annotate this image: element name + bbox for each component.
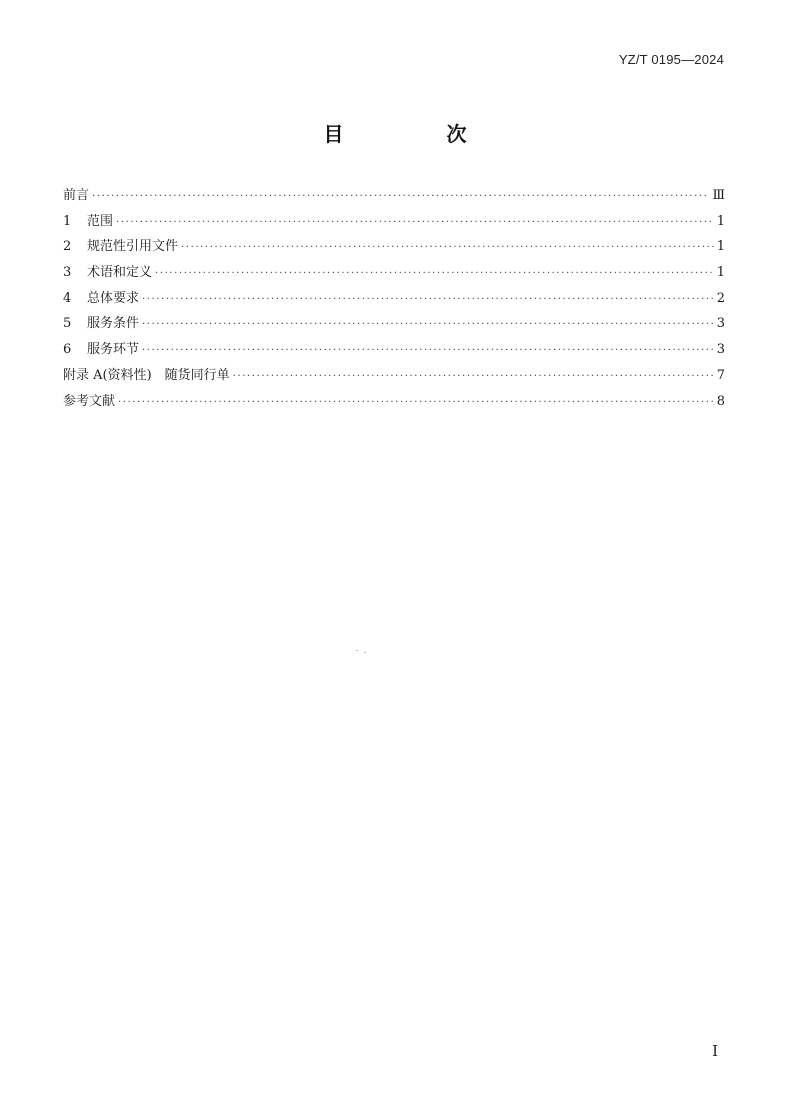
toc-entry-page: 1 — [716, 239, 725, 255]
toc-entry-number: 6 — [63, 342, 72, 358]
toc-leader-dots — [142, 290, 714, 310]
toc-entry-label: 参考文献 — [63, 393, 116, 409]
toc-entry-number: 3 — [63, 265, 72, 281]
toc-entry-service-conditions[interactable] — [63, 314, 725, 340]
toc-leader-dots — [233, 367, 714, 387]
toc-entry-label: 附录 A(资料性) 随货同行单 — [63, 367, 230, 383]
toc-entry-number: 5 — [63, 316, 72, 332]
scan-speck — [356, 650, 358, 651]
toc-entry-label: 范围 — [87, 213, 114, 229]
toc-entry-number: 2 — [63, 239, 72, 255]
toc-leader-dots — [142, 341, 714, 361]
toc-leader-dots — [118, 393, 714, 413]
toc-entry-number: 1 — [63, 213, 72, 229]
page-title: 目 次 — [323, 122, 515, 146]
toc-entry-page: Ⅲ — [712, 188, 725, 203]
toc-entry-page: 3 — [716, 316, 725, 332]
toc-entry-page: 2 — [716, 290, 725, 306]
toc-entry-foreword[interactable] — [63, 186, 725, 212]
table-of-contents — [63, 186, 725, 417]
toc-entry-label: 总体要求 — [87, 290, 140, 306]
toc-entry-label: 服务条件 — [87, 316, 140, 332]
toc-entry-label: 规范性引用文件 — [87, 239, 179, 255]
toc-leader-dots — [155, 264, 714, 284]
toc-entry-general-requirements[interactable] — [63, 289, 725, 315]
toc-entry-service-links[interactable] — [63, 340, 725, 366]
page-number: I — [712, 1042, 718, 1060]
standard-code: YZ/T 0195—2024 — [618, 52, 724, 67]
toc-entry-page: 7 — [716, 367, 725, 383]
toc-entry-page: 1 — [716, 265, 725, 281]
toc-entry-scope[interactable] — [63, 212, 725, 238]
toc-entry-normative-references[interactable] — [63, 237, 725, 263]
toc-entry-label: 前言 — [63, 188, 90, 203]
toc-leader-dots — [116, 213, 714, 233]
toc-leader-dots — [92, 187, 709, 207]
toc-entry-page: 3 — [716, 342, 725, 358]
toc-entry-label: 术语和定义 — [87, 265, 153, 281]
toc-entry-number: 4 — [63, 290, 72, 306]
toc-entry-page: 8 — [716, 393, 725, 409]
toc-entry-bibliography[interactable] — [63, 392, 725, 418]
toc-entry-page: 1 — [716, 213, 725, 229]
toc-entry-appendix-a[interactable] — [63, 366, 725, 392]
toc-entry-terms-definitions[interactable] — [63, 263, 725, 289]
toc-leader-dots — [181, 238, 714, 258]
toc-entry-label: 服务环节 — [87, 342, 140, 358]
scan-speck — [364, 652, 366, 653]
toc-leader-dots — [142, 315, 714, 335]
